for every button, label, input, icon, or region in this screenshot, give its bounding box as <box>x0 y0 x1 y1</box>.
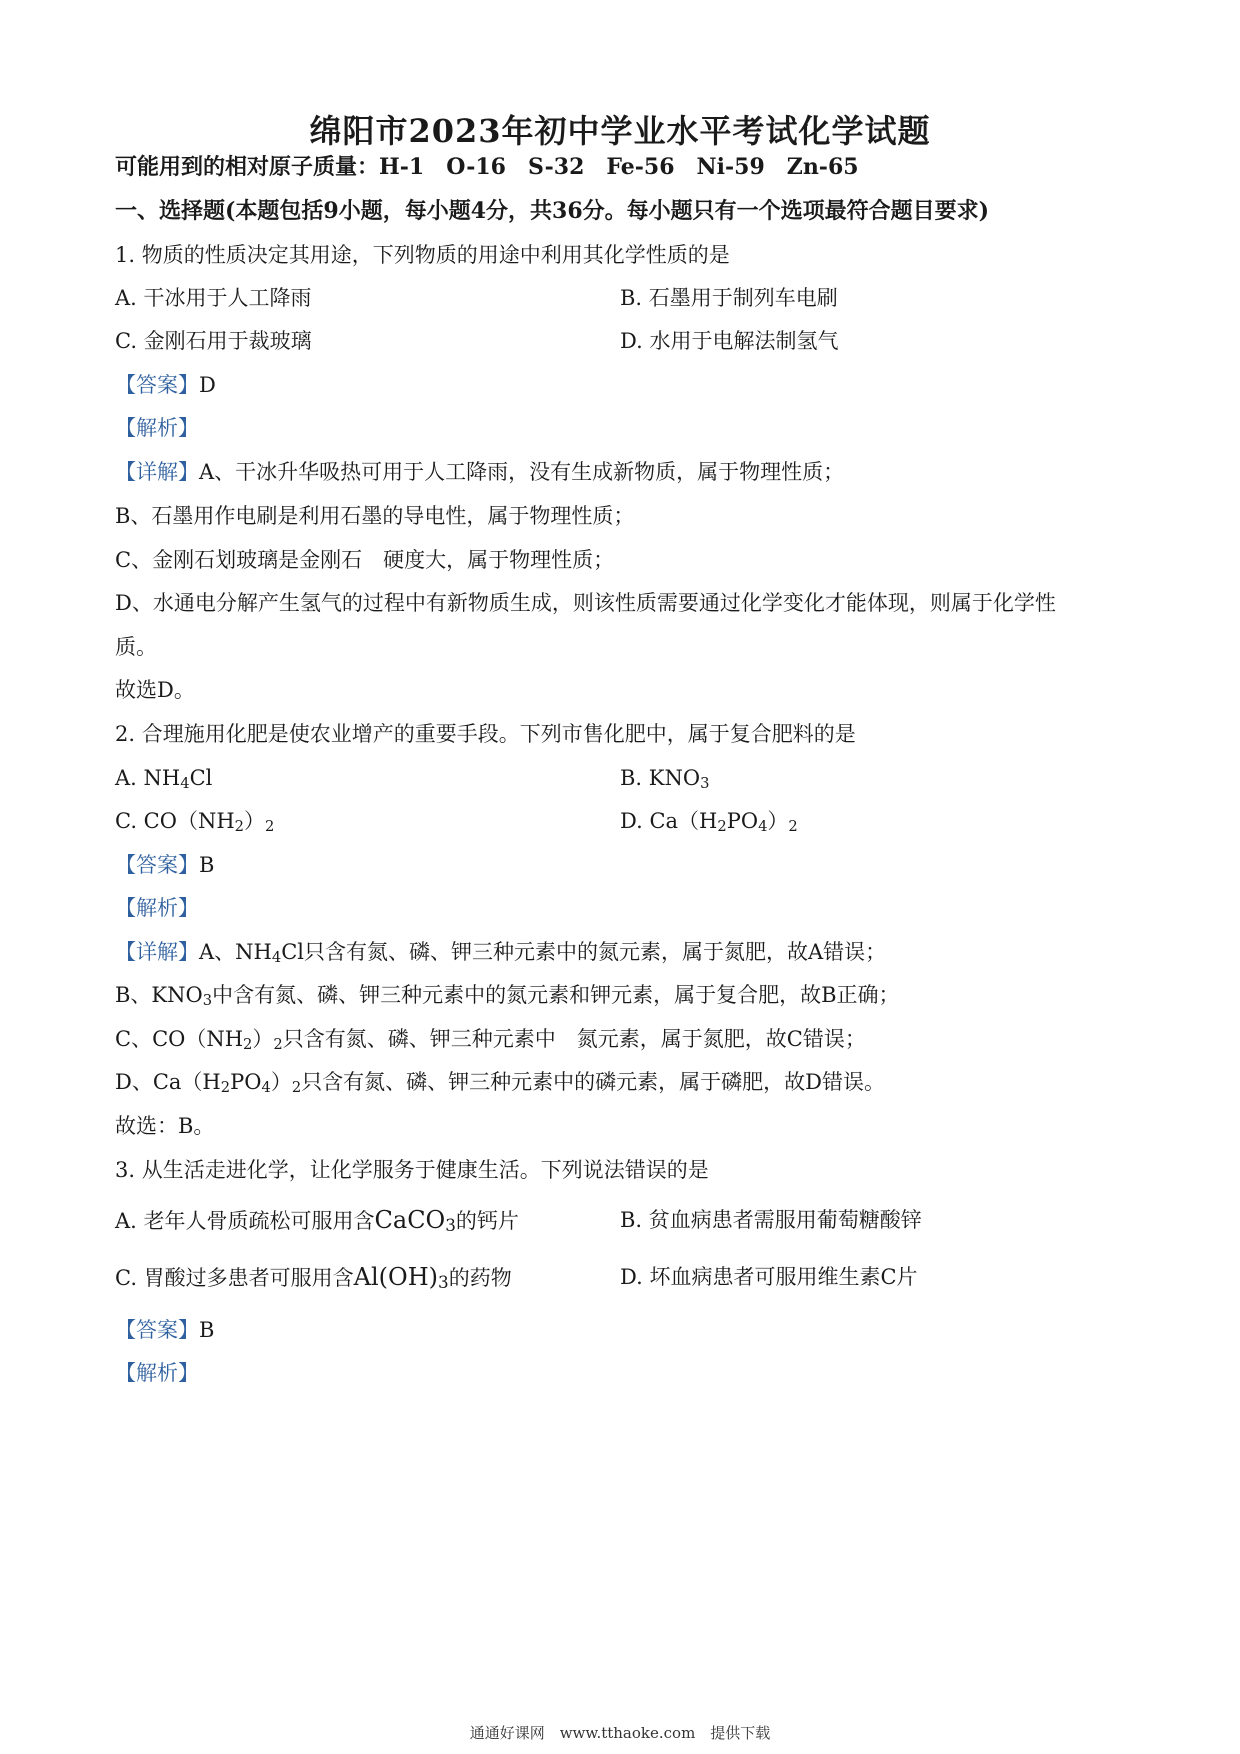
q2-detail-d: D、$Ca(H_2PO_4)_2$只含有氮、磷、钾三种元素中的磷元素，属于磷肥，故D错误。 <box>115 1070 886 1096</box>
q2-stem: 2. 合理施用化肥是使农业增产的重要手段。下列市售化肥中，属于复合肥料的是 <box>115 722 856 746</box>
answer-tag: 【答案】 <box>115 853 199 877</box>
q2-detail-a: 【详解】A、$NH_4Cl$只含有氮、磷、钾三种元素中的氮元素，属于氮肥，故A错误； <box>115 940 887 966</box>
q2-conclusion: 故选：B。 <box>115 1114 215 1138</box>
q2-option-b: B. $KNO_3$ <box>620 766 710 792</box>
q2-detail-b: B、$KNO_3$中含有氮、磷、钾三种元素中的氮元素和钾元素，属于复合肥，故B正确； <box>115 983 900 1009</box>
q3-answer-value: B <box>199 1318 215 1342</box>
answer-tag: 【答案】 <box>115 1318 199 1342</box>
q3-option-b: B. 贫血病患者需服用葡萄糖酸锌 <box>620 1208 922 1232</box>
section-heading: 一、选择题(本题包括9小题，每小题4分，共36分。每小题只有一个选项最符合题目要求) <box>115 198 990 224</box>
q1-option-c: C. 金刚石用于裁玻璃 <box>115 329 312 353</box>
q1-detail-a <box>115 457 844 487</box>
q2-detail-c: C、$CO(NH_2)_2$只含有氮、磷、钾三种元素中 氮元素，属于氮肥，故C错误； <box>115 1027 866 1053</box>
q2-analysis-tag: 【解析】 <box>115 896 199 920</box>
q2-option-c: C. $CO(NH_2)_2$ <box>115 809 275 835</box>
q3-stem: 3. 从生活走进化学，让化学服务于健康生活。下列说法错误的是 <box>115 1158 709 1182</box>
detail-tag: 【详解】 <box>115 940 199 964</box>
answer-tag: 【答案】 <box>115 373 199 397</box>
q1-answer <box>115 370 216 400</box>
q3-option-c: C. 胃酸过多患者可服用含$Al(OH)_3$的药物 <box>115 1263 512 1292</box>
detail-tag: 【详解】 <box>115 460 199 484</box>
q1-stem: 1. 物质的性质决定其用途，下列物质的用途中利用其化学性质的是 <box>115 243 730 267</box>
q1-option-b: B. 石墨用于制列车电刷 <box>620 286 838 310</box>
page-title: 绵阳市2023年初中学业水平考试化学试题 <box>309 112 931 150</box>
q2-answer-value: B <box>199 853 215 877</box>
q2-answer <box>115 850 214 880</box>
q1-option-d: D. 水用于电解法制氢气 <box>620 329 839 353</box>
q1-answer-value: D <box>199 373 216 397</box>
atomic-masses-line: 可能用到的相对原子质量：H-1 O-16 S-32 Fe-56 Ni-59 Zn-65 <box>115 154 859 180</box>
q3-option-a: A. 老年人骨质疏松可服用含CaCO$_3$的钙片 <box>115 1206 519 1235</box>
page-footer: 通通好课网 www.tthaoke.com 提供下载 <box>469 1724 771 1742</box>
q1-detail-d2: 质。 <box>115 635 157 659</box>
q1-detail-d1: D、水通电分解产生氢气的过程中有新物质生成，则该性质需要通过化学变化才能体现，则属于化学性 <box>115 591 1056 615</box>
q2-option-a: A. $NH_4Cl$ <box>115 766 213 792</box>
q2-option-d: D. $Ca(H_2PO_4)_2$ <box>620 809 798 835</box>
q1-option-a: A. 干冰用于人工降雨 <box>115 286 312 310</box>
q1-detail-a-text: A、干冰升华吸热可用于人工降雨，没有生成新物质，属于物理性质； <box>199 460 845 484</box>
q1-detail-c: C、金刚石划玻璃是金刚石 硬度大，属于物理性质； <box>115 548 615 572</box>
q1-conclusion: 故选D。 <box>115 678 195 702</box>
q1-detail-b: B、石墨用作电刷是利用石墨的导电性，属于物理性质； <box>115 504 635 528</box>
q3-option-d: D. 坏血病患者可服用维生素C片 <box>620 1265 918 1289</box>
q1-analysis-tag: 【解析】 <box>115 416 199 440</box>
q3-analysis-tag: 【解析】 <box>115 1361 199 1385</box>
q3-answer <box>115 1315 214 1345</box>
